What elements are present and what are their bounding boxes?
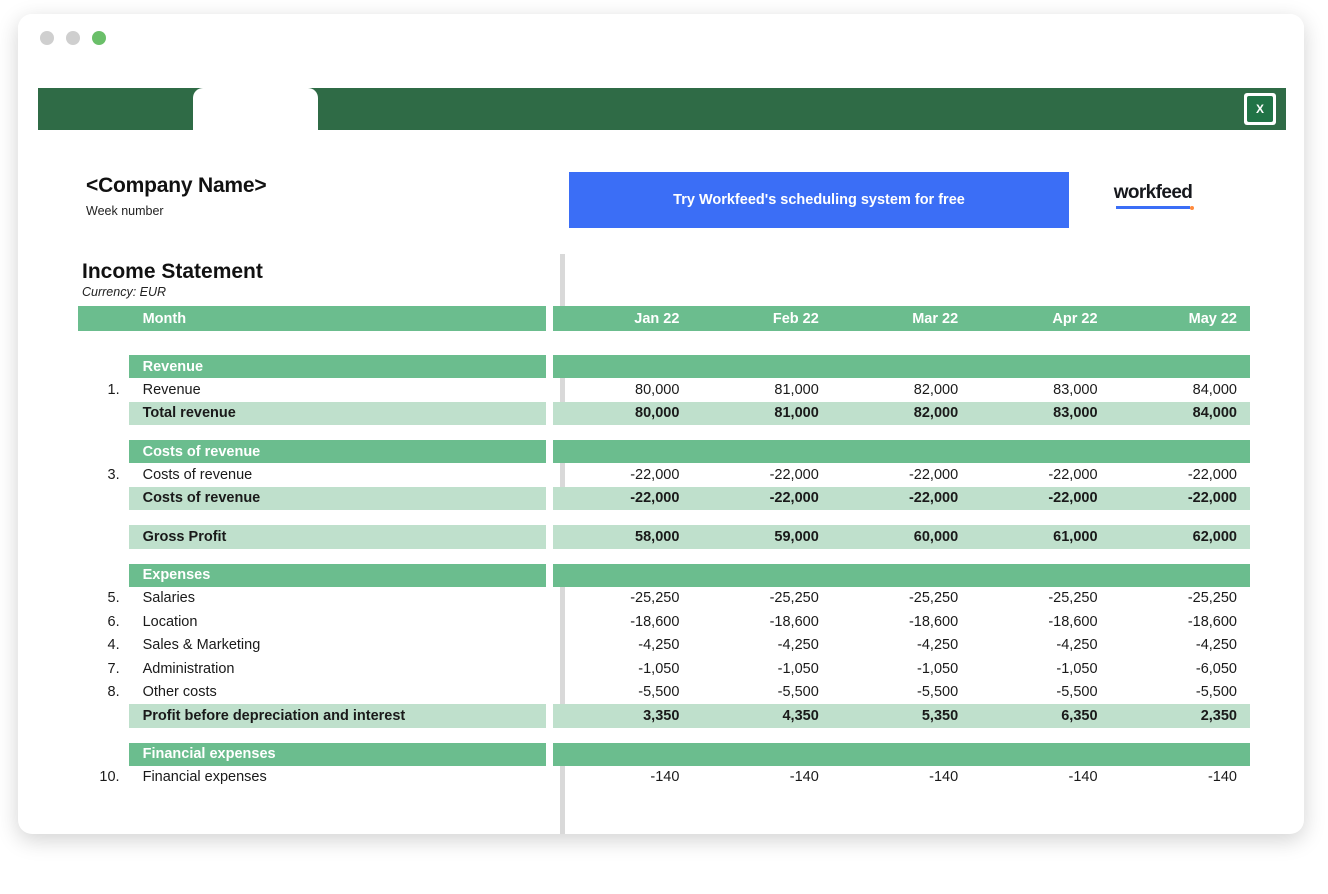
total-value-0: 80,000 [553,402,692,426]
row-value-3: -25,250 [1048,590,1098,607]
row-value-2: -1,050 [917,660,959,677]
section-title-financial: Financial expenses [129,743,546,766]
gross-profit-label: Gross Profit [129,525,546,549]
cta-banner-button[interactable]: Try Workfeed's scheduling system for free [569,172,1069,228]
row-label: Administration [142,660,235,677]
row-value-4: -25,250 [1187,590,1237,607]
section-title-costs: Costs of revenue [129,440,546,463]
row-value-3: -18,600 [1048,613,1098,630]
total-row-profit-before-depreciation [78,704,1250,728]
row-value-2: -4,250 [917,637,959,654]
row-value-2: -140 [929,769,959,786]
row-note: 4. [107,637,120,654]
row-value-1: 81,000 [774,381,819,398]
spacer-row [78,549,1250,564]
total-value-2: 82,000 [832,402,971,426]
total-value-0: 3,350 [553,704,692,728]
row-value-3: 83,000 [1053,381,1098,398]
row-label: Location [142,613,198,630]
total-label: Total revenue [129,402,546,426]
row-value-3: -5,500 [1056,684,1098,701]
minimize-icon[interactable] [66,31,80,45]
header-note-cell [78,306,129,331]
gross-profit-value-0: 58,000 [553,525,692,549]
total-value-4: 84,000 [1111,402,1250,426]
total-value-2: -22,000 [832,487,971,511]
row-value-1: -5,500 [777,684,819,701]
row-value-1: -25,250 [769,590,819,607]
currency-note: Currency: EUR [82,285,167,299]
table-row[interactable] [78,634,1250,658]
week-number-label: Week number [86,204,164,218]
total-label: Profit before depreciation and interest [129,704,546,728]
logo-dot-icon [1190,206,1194,210]
section-header-revenue [78,355,1250,378]
total-row-costs [78,487,1250,511]
row-label: Sales & Marketing [142,637,261,654]
row-note: 8. [107,684,120,701]
row-value-1: -1,050 [777,660,819,677]
row-value-1: -18,600 [769,613,819,630]
total-label: Costs of revenue [129,487,546,511]
income-statement-table [78,306,1250,789]
table-row[interactable] [78,657,1250,681]
row-value-2: -22,000 [908,466,959,483]
logo-underline [1116,206,1190,209]
app-ribbon [38,88,1286,130]
close-icon[interactable] [40,31,54,45]
table-header-row [78,306,1250,331]
row-label: Salaries [142,590,195,607]
row-note: 10. [99,769,120,786]
row-value-2: -5,500 [917,684,959,701]
row-value-3: -140 [1068,769,1098,786]
row-value-0: -25,250 [630,590,680,607]
page-title: Income Statement [82,260,263,283]
active-sheet-tab[interactable] [193,88,318,130]
row-value-2: 82,000 [913,381,959,398]
row-value-3: -22,000 [1048,466,1098,483]
section-header-expenses [78,564,1250,587]
row-label: Costs of revenue [142,466,253,483]
row-value-4: -22,000 [1187,466,1237,483]
row-value-4: -4,250 [1195,637,1237,654]
browser-window [18,14,1304,834]
row-label: Other costs [142,684,217,701]
total-value-2: 5,350 [832,704,971,728]
row-value-0: -18,600 [630,613,680,630]
row-value-3: -4,250 [1056,637,1098,654]
gross-profit-value-1: 59,000 [692,525,831,549]
row-value-4: -5,500 [1195,684,1237,701]
maximize-icon[interactable] [92,31,106,45]
workfeed-logo-text: workfeed [1113,182,1193,203]
header-month-4: May 22 [1111,306,1250,331]
note-row [78,331,1250,355]
total-value-3: 83,000 [971,402,1110,426]
total-value-1: -22,000 [692,487,831,511]
row-value-1: -22,000 [769,466,819,483]
row-value-4: 84,000 [1192,381,1237,398]
header-month-cell: Month [129,306,546,331]
row-note: 3. [107,466,120,483]
company-name: <Company Name> [86,174,267,197]
gross-profit-value-4: 62,000 [1111,525,1250,549]
table-row[interactable] [78,610,1250,634]
table-row[interactable] [78,378,1250,402]
section-header-costs [78,440,1250,463]
row-value-0: -22,000 [630,466,680,483]
company-block [86,174,266,218]
spacer-row [78,510,1250,525]
row-label: Financial expenses [142,769,267,786]
table-row[interactable] [78,766,1250,790]
header-month-3: Apr 22 [971,306,1110,331]
row-value-0: 80,000 [635,381,680,398]
row-note: 6. [107,613,120,630]
row-note: 5. [107,590,120,607]
gross-profit-value-3: 61,000 [971,525,1110,549]
row-value-4: -18,600 [1187,613,1237,630]
row-value-1: -4,250 [777,637,819,654]
row-note: 1. [107,381,120,398]
total-value-3: -22,000 [971,487,1110,511]
section-title-expenses: Expenses [129,564,546,587]
total-value-4: -22,000 [1111,487,1250,511]
total-value-3: 6,350 [971,704,1110,728]
row-label: Revenue [142,381,201,398]
table-row[interactable] [78,463,1250,487]
total-value-1: 81,000 [692,402,831,426]
workfeed-logo [1098,182,1208,209]
section-title-revenue: Revenue [129,355,546,378]
document-title-block [82,260,263,299]
gross-profit-value-2: 60,000 [832,525,971,549]
excel-icon: X [1244,93,1276,125]
row-value-2: -18,600 [908,613,959,630]
total-row-revenue [78,402,1250,426]
total-value-1: 4,350 [692,704,831,728]
row-value-0: -1,050 [638,660,680,677]
table-row[interactable] [78,587,1250,611]
window-titlebar [18,14,1304,62]
header-month-1: Feb 22 [692,306,831,331]
header-month-0: Jan 22 [553,306,692,331]
row-value-1: -140 [789,769,819,786]
header-gap-cell [546,306,553,331]
spacer-row [78,425,1250,440]
table-row[interactable] [78,681,1250,705]
row-note: 7. [107,660,120,677]
row-value-0: -140 [650,769,680,786]
section-header-financial [78,743,1250,766]
window-controls[interactable] [40,31,106,45]
row-value-4: -6,050 [1195,660,1237,677]
row-value-0: -5,500 [638,684,680,701]
total-value-4: 2,350 [1111,704,1250,728]
row-value-2: -25,250 [908,590,959,607]
row-value-3: -1,050 [1056,660,1098,677]
header-month-2: Mar 22 [832,306,971,331]
total-value-0: -22,000 [553,487,692,511]
row-value-0: -4,250 [638,637,680,654]
spacer-row [78,728,1250,743]
total-row-gross-profit [78,525,1250,549]
spreadsheet-canvas [38,130,1286,830]
row-value-4: -140 [1207,769,1237,786]
